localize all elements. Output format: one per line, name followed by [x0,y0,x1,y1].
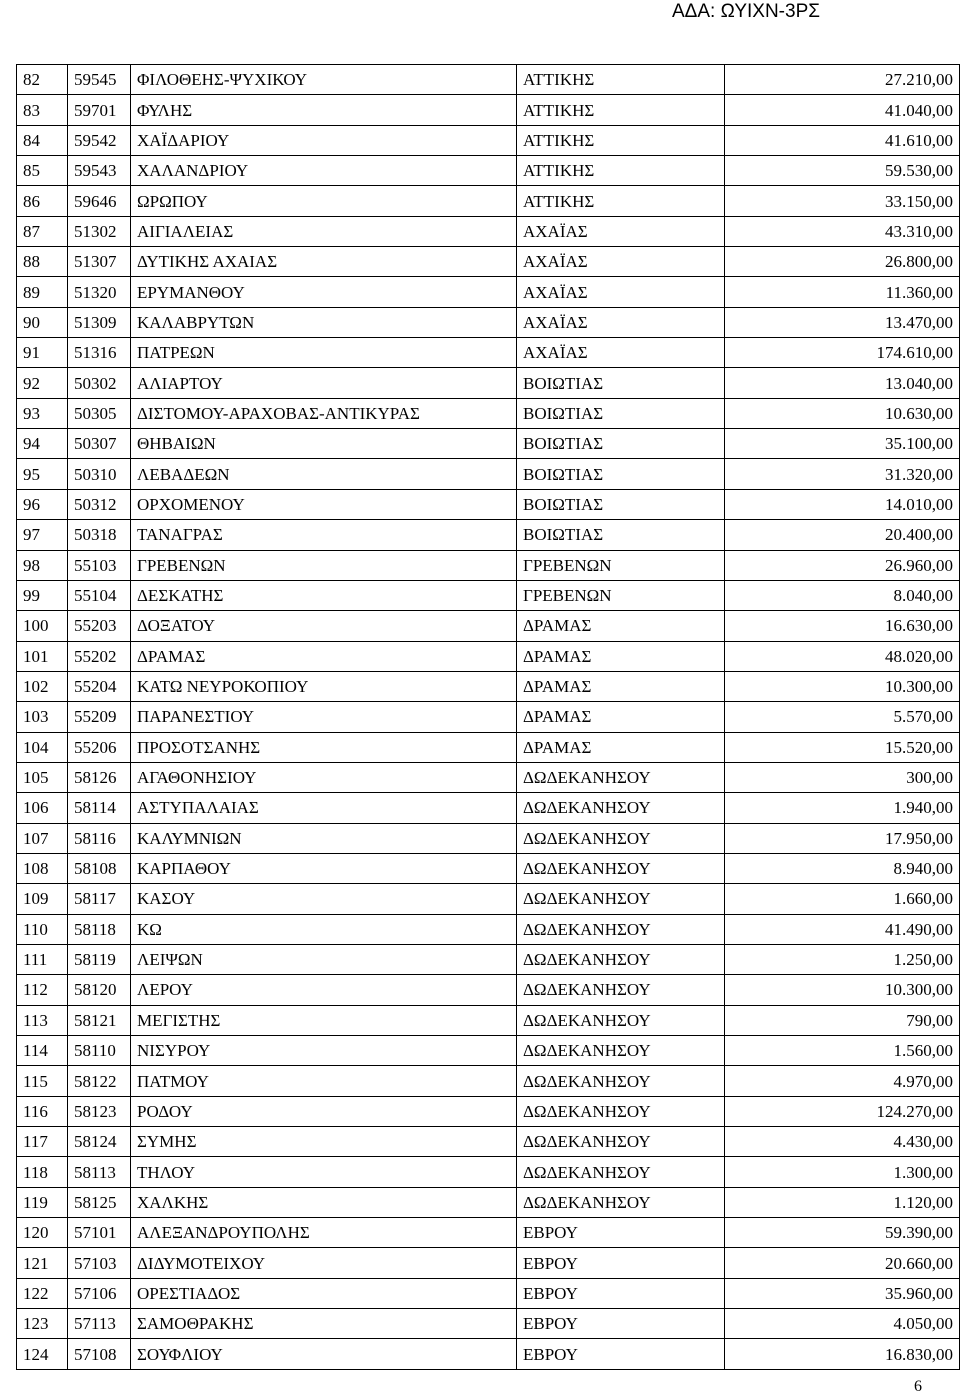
municipality-code: 58113 [68,1157,131,1187]
amount: 43.310,00 [725,216,960,246]
prefecture-name: ΔΩΔΕΚΑΝΗΣΟΥ [517,944,725,974]
municipality-code: 55209 [68,702,131,732]
row-index: 113 [17,1005,68,1035]
row-index: 97 [17,520,68,550]
prefecture-name: ΕΒΡΟΥ [517,1218,725,1248]
amount: 41.610,00 [725,125,960,155]
amount: 59.530,00 [725,156,960,186]
table-row [17,1157,960,1187]
municipality-code: 58126 [68,762,131,792]
municipality-code: 58110 [68,1036,131,1066]
amount: 10.300,00 [725,671,960,701]
municipality-code: 55202 [68,641,131,671]
table-row [17,1005,960,1035]
row-index: 85 [17,156,68,186]
municipality-name: ΑΛΕΞΑΝΔΡΟΥΠΟΛΗΣ [131,1218,517,1248]
prefecture-name: ΕΒΡΟΥ [517,1309,725,1339]
amount: 20.660,00 [725,1248,960,1278]
prefecture-name: ΑΧΑΪΑΣ [517,338,725,368]
table-row [17,398,960,428]
table-row [17,732,960,762]
municipality-name: ΔΙΣΤΟΜΟΥ-ΑΡΑΧΟΒΑΣ-ΑΝΤΙΚΥΡΑΣ [131,398,517,428]
table-row [17,1127,960,1157]
amount: 35.960,00 [725,1278,960,1308]
table-row [17,277,960,307]
row-index: 110 [17,914,68,944]
row-index: 83 [17,95,68,125]
municipality-code: 58117 [68,884,131,914]
amount: 15.520,00 [725,732,960,762]
amount: 790,00 [725,1005,960,1035]
prefecture-name: ΑΤΤΙΚΗΣ [517,95,725,125]
amount: 20.400,00 [725,520,960,550]
municipality-code: 57103 [68,1248,131,1278]
amount: 26.800,00 [725,247,960,277]
municipality-code: 50307 [68,429,131,459]
prefecture-name: ΒΟΙΩΤΙΑΣ [517,489,725,519]
table-row [17,338,960,368]
municipality-name: ΚΩ [131,914,517,944]
prefecture-name: ΑΧΑΪΑΣ [517,277,725,307]
prefecture-name: ΔΩΔΕΚΑΝΗΣΟΥ [517,823,725,853]
table-body [17,65,960,1370]
amount: 1.250,00 [725,944,960,974]
municipality-code: 50318 [68,520,131,550]
municipality-name: ΑΣΤΥΠΑΛΑΙΑΣ [131,793,517,823]
prefecture-name: ΔΩΔΕΚΑΝΗΣΟΥ [517,1157,725,1187]
amount: 1.120,00 [725,1187,960,1217]
page-number: 6 [914,1378,922,1395]
municipality-name: ΚΑΛΥΜΝΙΩΝ [131,823,517,853]
amount: 10.300,00 [725,975,960,1005]
prefecture-name: ΑΤΤΙΚΗΣ [517,186,725,216]
municipality-code: 58119 [68,944,131,974]
row-index: 124 [17,1339,68,1369]
row-index: 104 [17,732,68,762]
municipality-code: 51316 [68,338,131,368]
prefecture-name: ΕΒΡΟΥ [517,1248,725,1278]
municipality-code: 59543 [68,156,131,186]
row-index: 96 [17,489,68,519]
amount: 4.430,00 [725,1127,960,1157]
prefecture-name: ΔΩΔΕΚΑΝΗΣΟΥ [517,975,725,1005]
prefecture-name: ΕΒΡΟΥ [517,1339,725,1369]
municipality-code: 59545 [68,65,131,95]
prefecture-name: ΔΡΑΜΑΣ [517,732,725,762]
amount: 26.960,00 [725,550,960,580]
row-index: 121 [17,1248,68,1278]
row-index: 114 [17,1036,68,1066]
municipality-code: 59646 [68,186,131,216]
municipality-name: ΤΗΛΟΥ [131,1157,517,1187]
amount: 16.630,00 [725,611,960,641]
prefecture-name: ΔΩΔΕΚΑΝΗΣΟΥ [517,1127,725,1157]
prefecture-name: ΒΟΙΩΤΙΑΣ [517,459,725,489]
amount: 8.040,00 [725,580,960,610]
prefecture-name: ΔΡΑΜΑΣ [517,702,725,732]
prefecture-name: ΑΤΤΙΚΗΣ [517,156,725,186]
prefecture-name: ΔΩΔΕΚΑΝΗΣΟΥ [517,884,725,914]
municipality-name: ΤΑΝΑΓΡΑΣ [131,520,517,550]
prefecture-name: ΔΩΔΕΚΑΝΗΣΟΥ [517,914,725,944]
table-row [17,793,960,823]
table-row [17,975,960,1005]
amount: 41.490,00 [725,914,960,944]
amount: 300,00 [725,762,960,792]
municipality-name: ΔΡΑΜΑΣ [131,641,517,671]
municipality-code: 51302 [68,216,131,246]
table-row [17,550,960,580]
table-row [17,247,960,277]
municipality-name: ΜΕΓΙΣΤΗΣ [131,1005,517,1035]
municipality-name: ΣΟΥΦΛΙΟΥ [131,1339,517,1369]
amount: 1.560,00 [725,1036,960,1066]
table-row [17,65,960,95]
table-row [17,186,960,216]
prefecture-name: ΔΡΑΜΑΣ [517,641,725,671]
row-index: 116 [17,1096,68,1126]
amount: 31.320,00 [725,459,960,489]
municipality-name: ΕΡΥΜΑΝΘΟΥ [131,277,517,307]
row-index: 91 [17,338,68,368]
municipality-name: ΔΕΣΚΑΤΗΣ [131,580,517,610]
table-row [17,368,960,398]
municipality-name: ΟΡΕΣΤΙΑΔΟΣ [131,1278,517,1308]
municipality-name: ΚΑΛΑΒΡΥΤΩΝ [131,307,517,337]
row-index: 111 [17,944,68,974]
table-row [17,1309,960,1339]
row-index: 84 [17,125,68,155]
row-index: 108 [17,853,68,883]
municipality-code: 58121 [68,1005,131,1035]
municipality-name: ΧΑΛΑΝΔΡΙΟΥ [131,156,517,186]
table-row [17,216,960,246]
municipality-code: 50305 [68,398,131,428]
table-row [17,1187,960,1217]
table-row [17,125,960,155]
row-index: 86 [17,186,68,216]
row-index: 120 [17,1218,68,1248]
municipality-name: ΠΑΡΑΝΕΣΤΙΟΥ [131,702,517,732]
prefecture-name: ΔΩΔΕΚΑΝΗΣΟΥ [517,762,725,792]
table-row [17,156,960,186]
row-index: 123 [17,1309,68,1339]
row-index: 106 [17,793,68,823]
municipality-name: ΣΥΜΗΣ [131,1127,517,1157]
prefecture-name: ΑΤΤΙΚΗΣ [517,65,725,95]
municipality-code: 58114 [68,793,131,823]
prefecture-name: ΑΧΑΪΑΣ [517,247,725,277]
row-index: 95 [17,459,68,489]
row-index: 107 [17,823,68,853]
ada-code: ΑΔΑ: ΩΥΙΧΝ-3ΡΣ [671,1,820,22]
municipality-name: ΟΡΧΟΜΕΝΟΥ [131,489,517,519]
municipality-code: 55203 [68,611,131,641]
prefecture-name: ΔΩΔΕΚΑΝΗΣΟΥ [517,1187,725,1217]
municipality-name: ΑΓΑΘΟΝΗΣΙΟΥ [131,762,517,792]
prefecture-name: ΑΧΑΪΑΣ [517,216,725,246]
municipality-name: ΛΕΡΟΥ [131,975,517,1005]
municipality-code: 59701 [68,95,131,125]
row-index: 100 [17,611,68,641]
amount: 4.970,00 [725,1066,960,1096]
table-row [17,520,960,550]
municipality-code: 50312 [68,489,131,519]
amount: 35.100,00 [725,429,960,459]
prefecture-name: ΔΡΑΜΑΣ [517,611,725,641]
prefecture-name: ΔΡΑΜΑΣ [517,671,725,701]
row-index: 117 [17,1127,68,1157]
row-index: 109 [17,884,68,914]
amount: 13.470,00 [725,307,960,337]
municipality-name: ΠΑΤΜΟΥ [131,1066,517,1096]
prefecture-name: ΑΤΤΙΚΗΣ [517,125,725,155]
municipality-name: ΘΗΒΑΙΩΝ [131,429,517,459]
prefecture-name: ΔΩΔΕΚΑΝΗΣΟΥ [517,1005,725,1035]
row-index: 105 [17,762,68,792]
municipality-code: 57113 [68,1309,131,1339]
municipality-code: 55103 [68,550,131,580]
municipality-name: ΚΑΡΠΑΘΟΥ [131,853,517,883]
table-row [17,1278,960,1308]
prefecture-name: ΔΩΔΕΚΑΝΗΣΟΥ [517,853,725,883]
amount: 174.610,00 [725,338,960,368]
municipality-name: ΑΛΙΑΡΤΟΥ [131,368,517,398]
municipality-allocation-table [16,64,960,1370]
municipality-name: ΡΟΔΟΥ [131,1096,517,1126]
row-index: 101 [17,641,68,671]
table-row [17,853,960,883]
amount: 48.020,00 [725,641,960,671]
row-index: 102 [17,671,68,701]
row-index: 92 [17,368,68,398]
table-row [17,944,960,974]
prefecture-name: ΑΧΑΪΑΣ [517,307,725,337]
table-row [17,641,960,671]
municipality-name: ΔΙΔΥΜΟΤΕΙΧΟΥ [131,1248,517,1278]
amount: 4.050,00 [725,1309,960,1339]
municipality-code: 58122 [68,1066,131,1096]
municipality-name: ΠΑΤΡΕΩΝ [131,338,517,368]
amount: 17.950,00 [725,823,960,853]
municipality-name: ΝΙΣΥΡΟΥ [131,1036,517,1066]
prefecture-name: ΔΩΔΕΚΑΝΗΣΟΥ [517,1096,725,1126]
row-index: 89 [17,277,68,307]
table-row [17,489,960,519]
prefecture-name: ΒΟΙΩΤΙΑΣ [517,398,725,428]
prefecture-name: ΕΒΡΟΥ [517,1278,725,1308]
municipality-code: 55104 [68,580,131,610]
table-row [17,429,960,459]
amount: 1.940,00 [725,793,960,823]
prefecture-name: ΔΩΔΕΚΑΝΗΣΟΥ [517,1066,725,1096]
table-row [17,459,960,489]
municipality-code: 58116 [68,823,131,853]
row-index: 94 [17,429,68,459]
row-index: 119 [17,1187,68,1217]
table-row [17,1248,960,1278]
row-index: 98 [17,550,68,580]
amount: 5.570,00 [725,702,960,732]
municipality-code: 58120 [68,975,131,1005]
municipality-code: 55204 [68,671,131,701]
municipality-name: ΔΟΞΑΤΟΥ [131,611,517,641]
amount: 27.210,00 [725,65,960,95]
table-row [17,702,960,732]
row-index: 90 [17,307,68,337]
municipality-code: 58108 [68,853,131,883]
row-index: 87 [17,216,68,246]
municipality-name: ΚΑΤΩ ΝΕΥΡΟΚΟΠΙΟΥ [131,671,517,701]
municipality-code: 51320 [68,277,131,307]
amount: 1.660,00 [725,884,960,914]
municipality-name: ΦΙΛΟΘΕΗΣ-ΨΥΧΙΚΟΥ [131,65,517,95]
row-index: 103 [17,702,68,732]
table-row [17,884,960,914]
row-index: 115 [17,1066,68,1096]
amount: 33.150,00 [725,186,960,216]
amount: 10.630,00 [725,398,960,428]
municipality-name: ΧΑΪΔΑΡΙΟΥ [131,125,517,155]
municipality-name: ΠΡΟΣΟΤΣΑΝΗΣ [131,732,517,762]
municipality-code: 50302 [68,368,131,398]
municipality-code: 50310 [68,459,131,489]
municipality-code: 57108 [68,1339,131,1369]
table-row [17,95,960,125]
table-row [17,307,960,337]
row-index: 93 [17,398,68,428]
row-index: 112 [17,975,68,1005]
municipality-code: 58123 [68,1096,131,1126]
table-row [17,1036,960,1066]
table-row [17,1218,960,1248]
amount: 13.040,00 [725,368,960,398]
amount: 16.830,00 [725,1339,960,1369]
row-index: 82 [17,65,68,95]
municipality-name: ΛΕΙΨΩΝ [131,944,517,974]
table-row [17,1096,960,1126]
municipality-name: ΣΑΜΟΘΡΑΚΗΣ [131,1309,517,1339]
amount: 124.270,00 [725,1096,960,1126]
municipality-name: ΩΡΩΠΟΥ [131,186,517,216]
prefecture-name: ΒΟΙΩΤΙΑΣ [517,368,725,398]
prefecture-name: ΓΡΕΒΕΝΩΝ [517,580,725,610]
row-index: 99 [17,580,68,610]
amount: 41.040,00 [725,95,960,125]
amount: 14.010,00 [725,489,960,519]
row-index: 88 [17,247,68,277]
prefecture-name: ΓΡΕΒΕΝΩΝ [517,550,725,580]
row-index: 122 [17,1278,68,1308]
municipality-name: ΓΡΕΒΕΝΩΝ [131,550,517,580]
amount: 8.940,00 [725,853,960,883]
municipality-code: 57101 [68,1218,131,1248]
amount: 11.360,00 [725,277,960,307]
table-row [17,914,960,944]
table-row [17,580,960,610]
municipality-code: 58118 [68,914,131,944]
municipality-name: ΑΙΓΙΑΛΕΙΑΣ [131,216,517,246]
municipality-code: 51309 [68,307,131,337]
municipality-code: 59542 [68,125,131,155]
prefecture-name: ΔΩΔΕΚΑΝΗΣΟΥ [517,793,725,823]
municipality-code: 51307 [68,247,131,277]
table-row [17,823,960,853]
municipality-name: ΔΥΤΙΚΗΣ ΑΧΑΙΑΣ [131,247,517,277]
municipality-code: 58124 [68,1127,131,1157]
prefecture-name: ΔΩΔΕΚΑΝΗΣΟΥ [517,1036,725,1066]
amount: 1.300,00 [725,1157,960,1187]
table-row [17,671,960,701]
municipality-name: ΛΕΒΑΔΕΩΝ [131,459,517,489]
municipality-code: 58125 [68,1187,131,1217]
municipality-code: 57106 [68,1278,131,1308]
municipality-name: ΦΥΛΗΣ [131,95,517,125]
row-index: 118 [17,1157,68,1187]
municipality-code: 55206 [68,732,131,762]
table-row [17,611,960,641]
table-row [17,762,960,792]
table-row [17,1339,960,1369]
municipality-name: ΧΑΛΚΗΣ [131,1187,517,1217]
table-row [17,1066,960,1096]
prefecture-name: ΒΟΙΩΤΙΑΣ [517,429,725,459]
amount: 59.390,00 [725,1218,960,1248]
prefecture-name: ΒΟΙΩΤΙΑΣ [517,520,725,550]
municipality-name: ΚΑΣΟΥ [131,884,517,914]
